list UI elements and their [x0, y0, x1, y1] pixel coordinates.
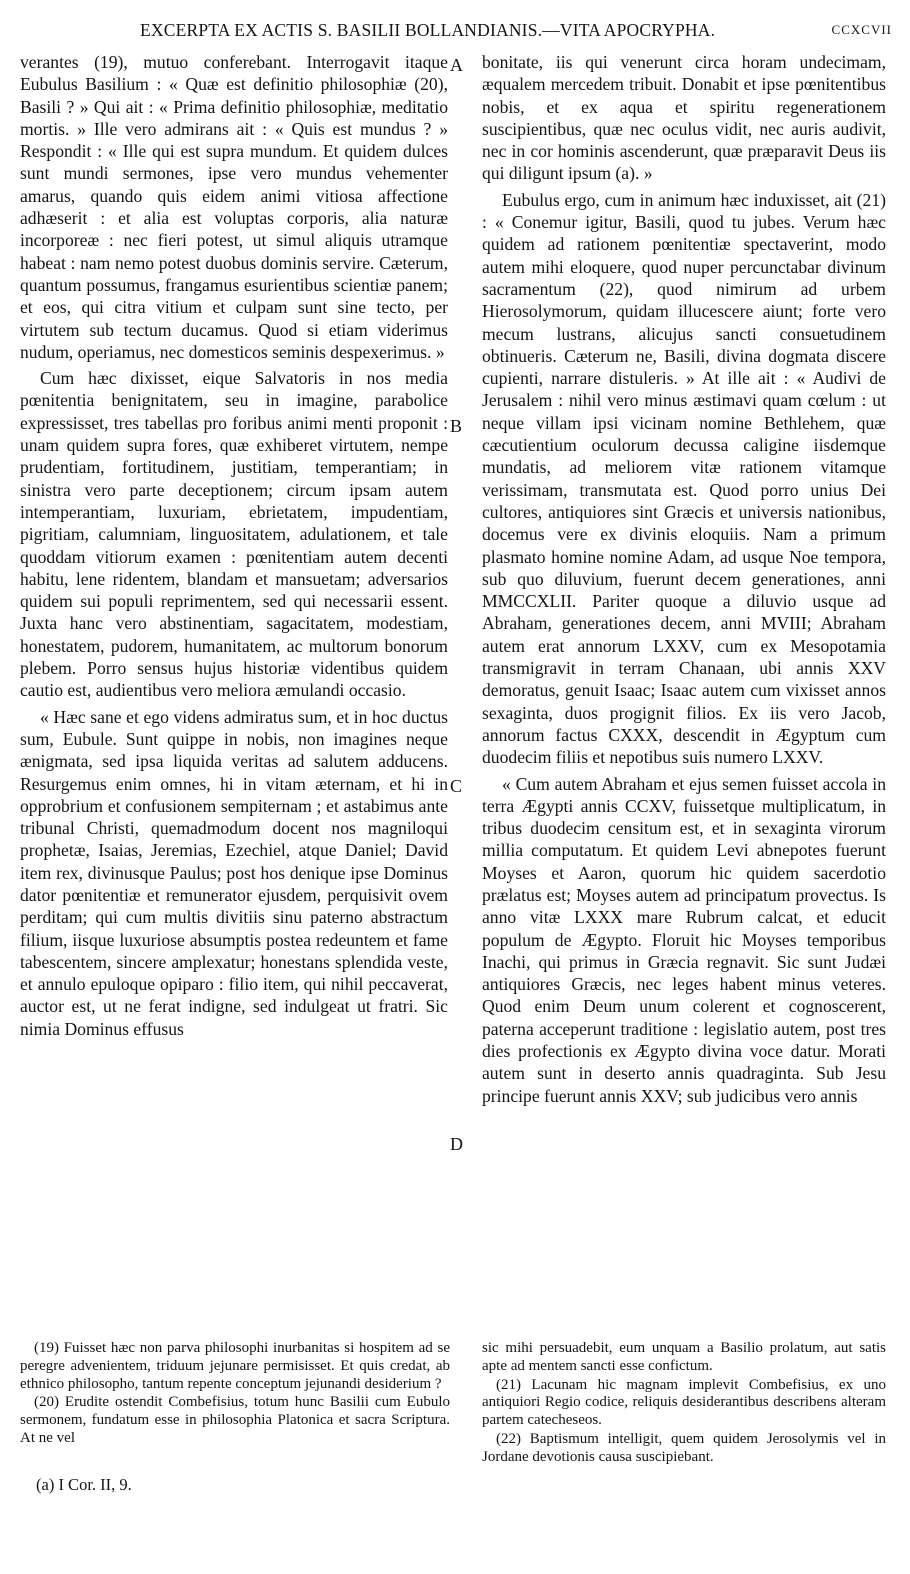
right-paragraph-2: Eubulus ergo, cum in animum hæc induxisset, ait (21) : « Conemur igitur, Basili, quod tu jubes. Verum hæc quidem ad rationem pœnitentiæ spectaverint, modo autem mihi eloquere, quod nuper percunctabar divinum sacramentum (22), quod nimirum ad urbem Hierosolymorum, quidam illucescere aiunt; forte vero mecum lustrans, alicujus sancti consuetudinem obtinueris. Cæterum ne, Basili, divina dogmata discere cupienti, narrare distuleris. » At ille ait : « Audivi de Jerusalem : nihil vero minus æstimavi quam cœlum : ut neque villam ipsi vicinam nomine Bethlehem, quæ cæcutientium oculorum decussa caligine iisdemque mundatis, ad meliorem vitæ rationem vitamque verissimam, transmutata est. Quod porro unius Dei cultores, antiquiores sint Græcis et universis nationibus, docemus vere ex divinis eloquiis. Nam a primum plasmato homine nomine Adam, ad usque Noe tempora, sub quo diluvium, fuerunt decem generationes, anni MMCCXLII. Pariter quoque a diluvio usque ad Abraham, generationes decem, anni MVIII; Abraham autem erat annorum LXXV, cum ex Mesopotamia transmigravit in terram Chanaan, ubi annis XXV demoratus, genuit Isaac; Isaac autem cum vixisset annos sexaginta, duos progignit filios. Ex iis vero Jacob, annorum factus CXXX, descendit in Ægyptum cum duodecim filiis et nepotibus suis numero LXXV. — [482, 189, 886, 768]
page-number: CCXCVII — [831, 22, 892, 37]
footnote-20-continued: sic mihi persuadebit, eum unquam a Basilio prolatum, aut satis apte ad mentem sancti esse confictum. — [482, 1340, 886, 1374]
left-paragraph-2: Cum hæc dixisset, eique Salvatoris in nos media pœnitentia benignitatem, seu in imagine, parabolice expressisset, tres tabellas pro foribus animi menti proponit : unam quidem supra fores, quæ exhiberet virtutem, nempe prudentiam, fortitudinem, justitiam, temperantiam; in sinistra vero parte deceptionem; circum ipsam autem intemperantiam, luxuriam, ebrietatem, impudentiam, pigritiam, calumniam, linguositatem, adulationem, et tale quoddam vitiorum examen : pœnitentiam autem decenti habitu, lene ridentem, blandam et mansuetam; adversarios quidem sui populi reprimentem, sed qui necessarii essent. Juxta hanc vero abstinentiam, sagacitatem, modestiam, honestatem, pudorem, humanitatem, ac multorum bonorum plebem. Porro sensus hujus historiæ videntibus quidem cautio est, audientibus vero meliora æmulandi occasio. — [20, 368, 448, 701]
margin-marker-c: C — [450, 776, 463, 796]
right-paragraph-3: « Cum autem Abraham et ejus semen fuisset accola in terra Ægypti annis CCXV, fuissetque multiplicatum, in tribus duodecim censitum est, et in sexaginta virorum millia computatum. Et quidem Levi abnepotes fuerunt Moyses et Aaron, quorum hic quidem sacerdotio prælatus est; Moyses autem ad principatum provectus. Is anno vitæ LXXX mare Rubrum calcat, et educit populum de Ægypto. Floruit hic Moyses temporibus Inachi, qui primus in Græcia regnavit. Sic sunt Judæi antiquiores Græcis, nec leges habent minus veteres. Quod enim Deum unum colerent et cognoscerent, paterna acceperunt traditione : legislatio autem, post tres dies profectionis ex Ægypto divina voce datur. Morati autem sunt in deserto annis quadraginta. Sub Jesu principe fuerunt annis XXV; sub judicibus vero annis — [482, 773, 886, 1106]
left-paragraph-1: verantes (19), mutuo conferebant. Interrogavit itaque Eubulus Basilium : « Quæ est definitio philosophiæ (20), Basili ? » Qui ait : « Prima definitio philosophiæ, meditatio mortis. » Ille vero admirans ait : « Quis est mundus ? » Respondit : « Ille qui est supra mundum. Et quidem dulces sunt mundi sermones, ipse vero mundus vehementer amarus, quando quis eidem animi vitiosa affectione adhæserit : et alia est voluptas corporis, alia naturæ incorporeæ : nec fieri potest, ut simul aliquis utramque habeat : nam nemo potest duobus dominis servire. Cæterum, quantum possumus, frangamus esurientibus scientiæ panem; et eos, qui citra vitium et culpam sunt sine tecto, per virtutem sub tectum ducamus. Quod si etiam viderimus nudum, operiamus, nec domesticos seminis despexerimus. » — [20, 52, 448, 362]
footnote-20: (20) Erudite ostendit Combefisius, totum hunc Basilii cum Eubulo sermonem, fundatum esse in philosophia Platonica et sacra Scriptura. At ne vel — [20, 1394, 450, 1446]
margin-marker-d: D — [450, 1134, 463, 1154]
left-column — [20, 51, 448, 1040]
running-title: EXCERPTA EX ACTIS S. BASILII BOLLANDIANIS.—VITA APOCRYPHA. — [140, 20, 716, 40]
margin-marker-b: B — [450, 416, 463, 436]
footnotes-right — [482, 1340, 886, 1467]
page-header — [20, 20, 896, 46]
footnote-22: (22) Baptismum intelligit, quem quidem Jerosolymis vel in Jordane devotionis causa suscipiebant. — [482, 1430, 886, 1465]
right-column — [482, 51, 886, 1107]
footnote-19: (19) Fuisset hæc non parva philosophi inurbanitas si hospitem ad se peregre advenientem, triduum jejunare permisisset. Et quis credat, ab ethnico philosopho, tantum repente conceptum jejunandi desiderium ? — [20, 1340, 450, 1392]
footnote-21: (21) Lacunam hic magnam implevit Combefisius, ex uno antiquiori Regio codice, reliquis desiderantibus describens alteram partem catecheseos. — [482, 1376, 886, 1429]
scripture-reference: (a) I Cor. II, 9. — [36, 1475, 132, 1494]
margin-marker-a: A — [450, 55, 463, 75]
footnotes-left — [20, 1340, 450, 1448]
left-paragraph-3: « Hæc sane et ego videns admiratus sum, et in hoc ductus sum, Eubule. Sunt quippe in nobis, non imagines neque ænigmata, sed ipsa liquida veritas ad salutem adducens. Resurgemus enim omnes, hi in vitam æternam, et hi in opprobrium et confusionem sempiternam ; et astabimus ante tribunal Christi, quemadmodum docent nos magniloqui prophetæ, Isaias, Jeremias, Ezechiel, atque Daniel; David item rex, divinusque Paulus; post hos denique ipse Dominus dator pœnitentiæ et remunerator ejusdem, perquisivit ovem perditam; qui cum multis divitiis sinu paterno abstractum filium, iisque luxuriose absumptis postea redeuntem et fame tabescentem, sincere amplexatur; honestans splendida veste, et annulo epuloque opiparo : filio item, qui nihil peccaverat, auctor est, ut ne ferat indigne, sed indulgeat ut fratri. Sic nimia Dominus effusus — [20, 706, 448, 1039]
right-paragraph-1: bonitate, iis qui venerunt circa horam undecimam, æqualem mercedem tribuit. Donabit et ipse pœnitentibus nobis, et ex aqua et spiritu regenerationem suscipientibus, quæ nec oculus vidit, nec auris audivit, nec in cor hominis ascenderunt, quæ præparavit Deus iis qui diligunt ipsum (a). » — [482, 52, 886, 184]
